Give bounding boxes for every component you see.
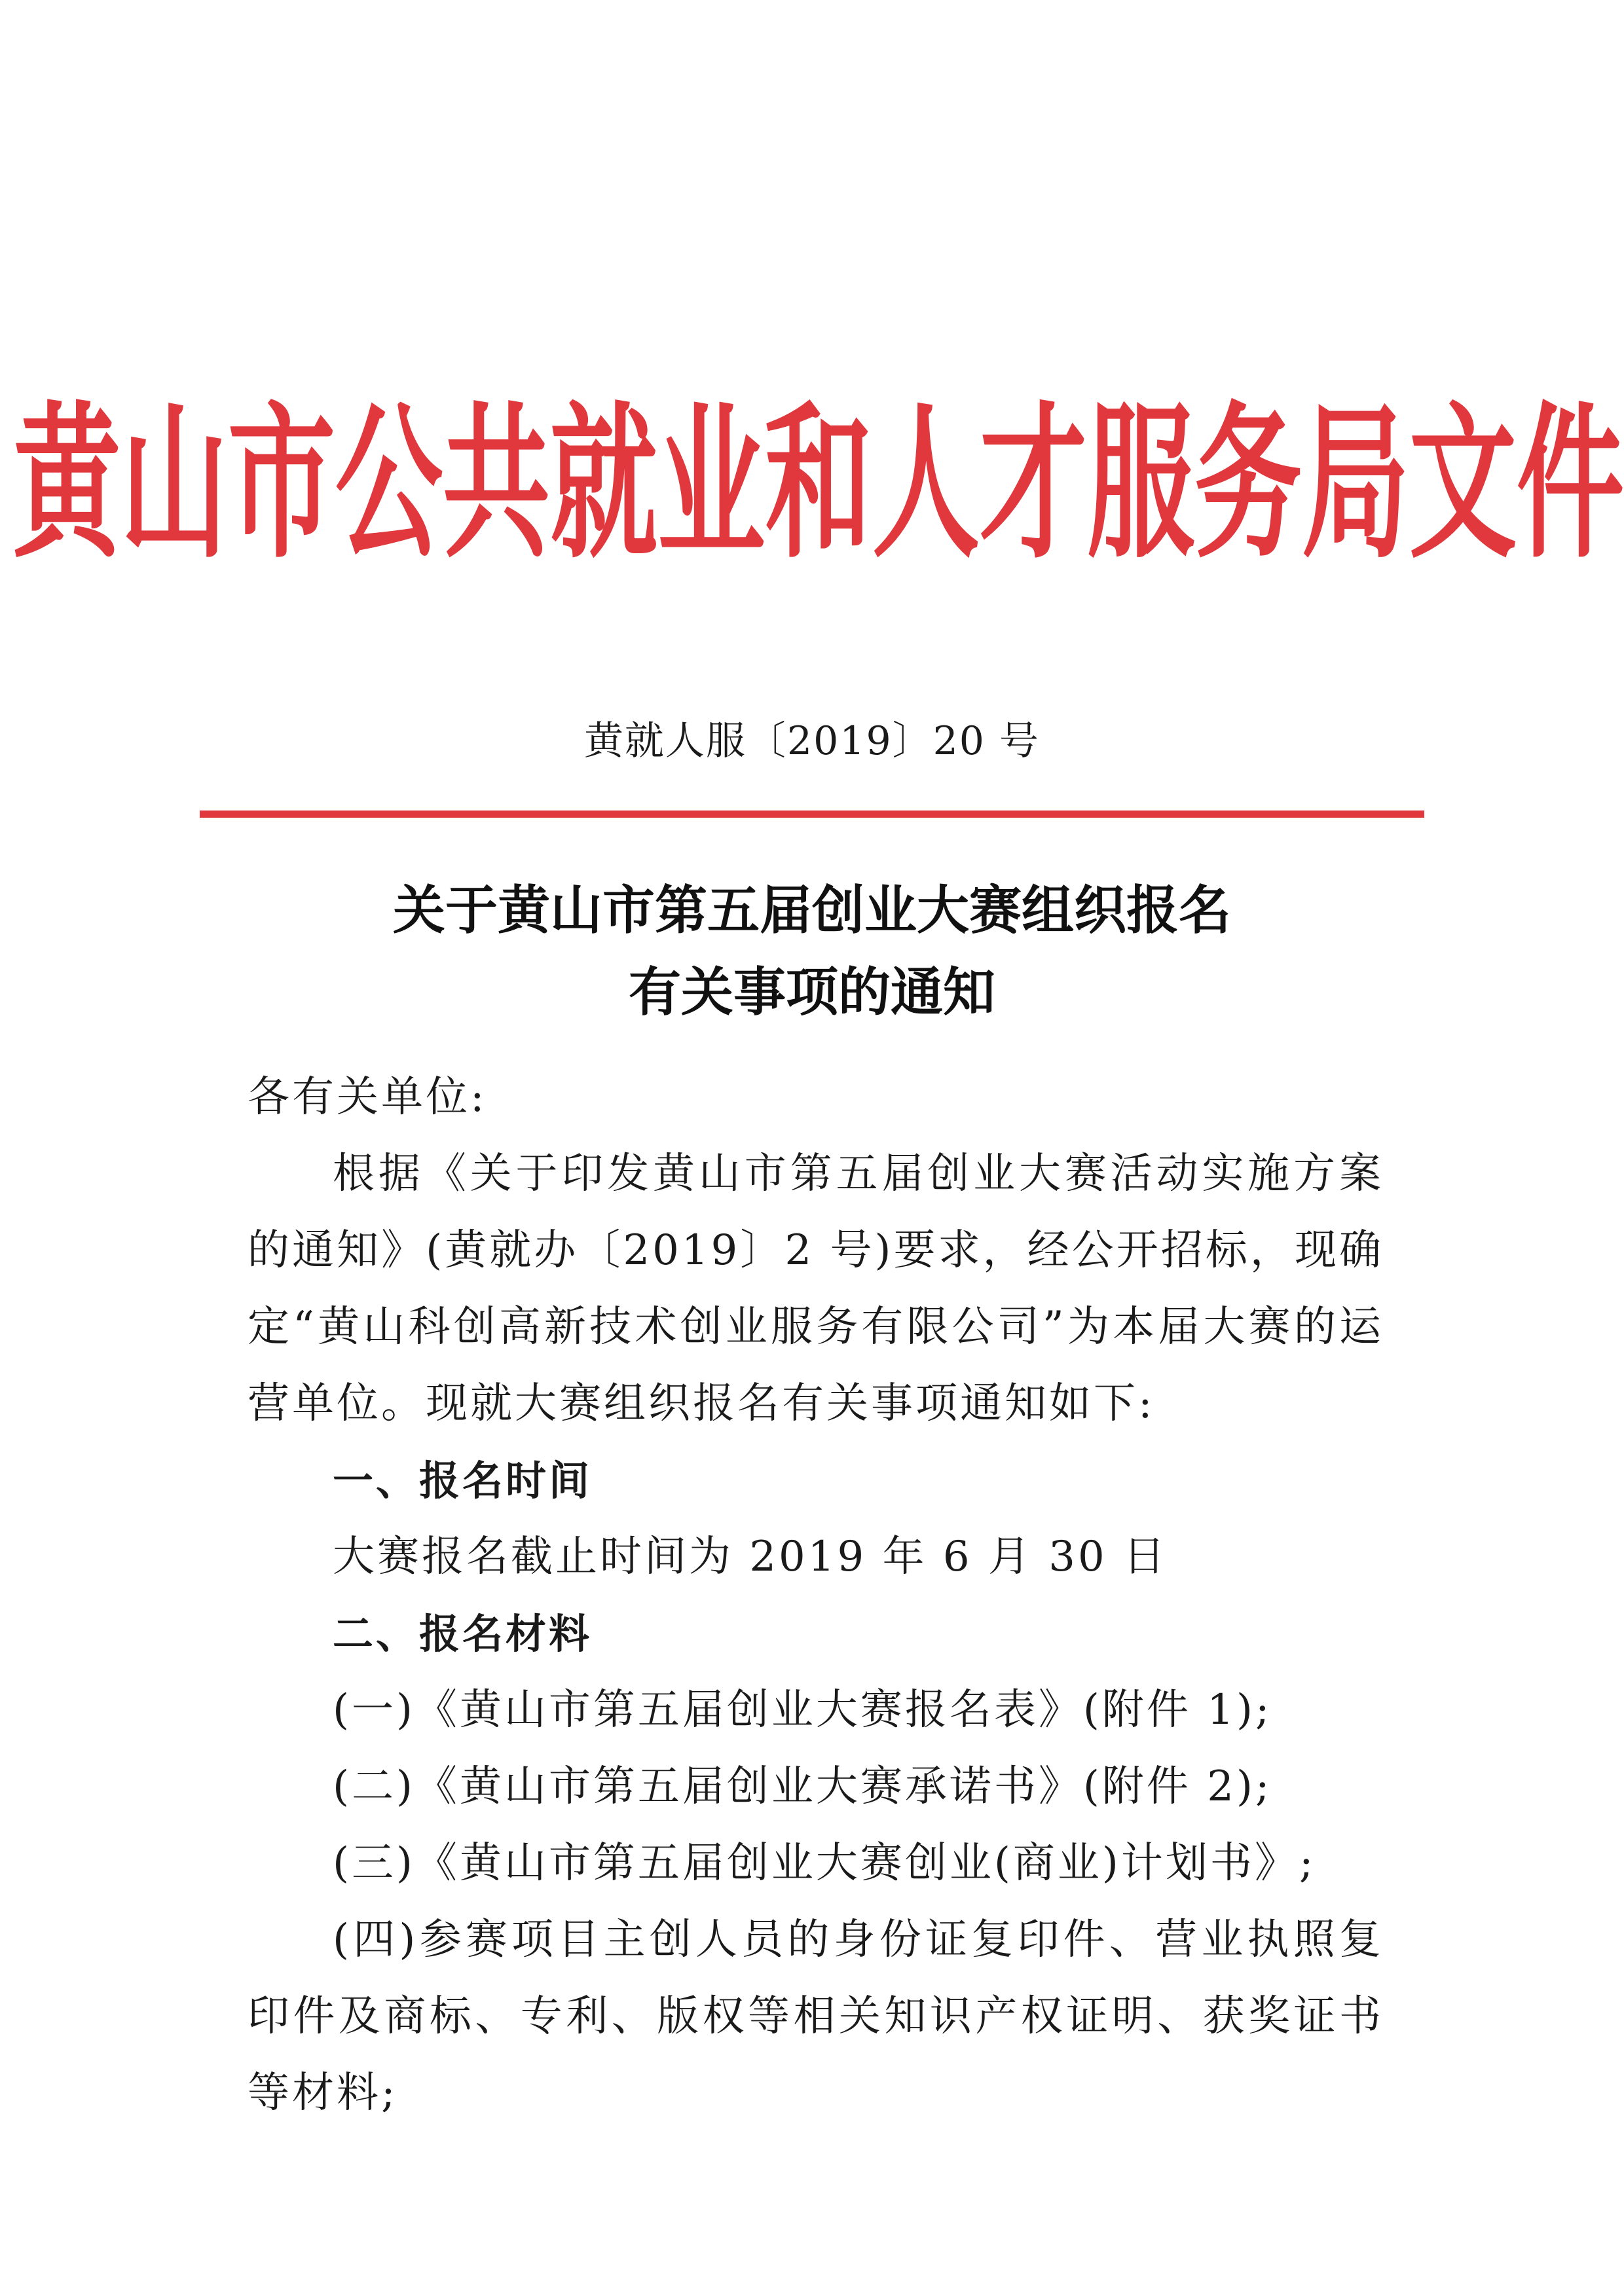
red-divider-line (200, 811, 1424, 818)
material-item: (四)参赛项目主创人员的身份证复印件、营业执照复印件及商标、专利、版权等相关知识产权证明、获奖证书等材料; (248, 1916, 1384, 2117)
section-heading-materials: 二、报名材料 (333, 1610, 593, 1658)
section-heading-time: 一、报名时间 (333, 1457, 593, 1504)
notice-title-line-1: 关于黄山市第五届创业大赛组织报名 (393, 880, 1231, 941)
notice-title-line-2: 有关事项的通知 (629, 962, 995, 1023)
intro-paragraph: 根据《关于印发黄山市第五届创业大赛活动实施方案的通知》(黄就办〔2019〕2 号)要求，经公开招标，现确定“黄山科创高新技术创业服务有限公司”为本届大赛的运营单位。现就大赛组织报名有关事项通知如下: (248, 1150, 1384, 1428)
notice-body (248, 1059, 1384, 2132)
masthead-title: 黄山市公共就业和人才服务局文件 (13, 387, 1624, 581)
salutation: 各有关单位: (248, 1073, 487, 1121)
material-item: (二)《黄山市第五届创业大赛承诺书》(附件 2); (333, 1762, 1272, 1811)
material-item: (三)《黄山市第五届创业大赛创业(商业)计划书》; (333, 1839, 1316, 1887)
material-item: (一)《黄山市第五届创业大赛报名表》(附件 1); (333, 1686, 1272, 1734)
notice-title (0, 869, 1624, 1033)
registration-deadline: 大赛报名截止时间为 2019 年 6 月 30 日 (333, 1533, 1168, 1581)
document-number: 黄就人服〔2019〕20 号 (583, 718, 1041, 764)
